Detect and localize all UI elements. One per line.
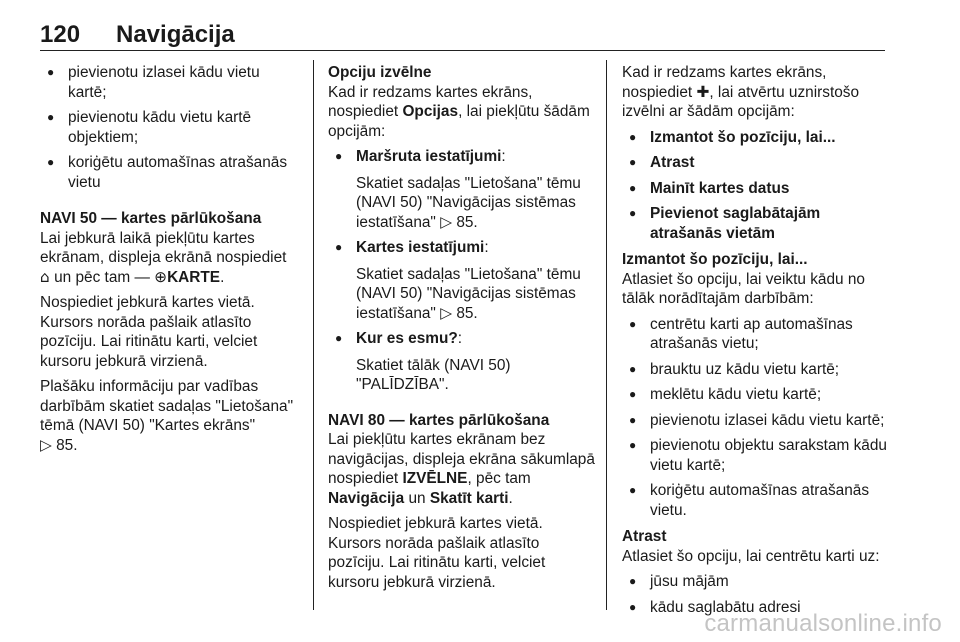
options-list <box>328 238 596 258</box>
option-description: Skatiet sadaļas "Lietošana" tēmu (NAVI 50) "Navigācijas sistēmas iestatīšana" ▷ 85. <box>356 265 581 322</box>
paragraph: Kad ir redzams kartes ekrāns, nospiediet ✚, lai atvērtu uznirstošo izvēlni ar šādām opcijām: <box>622 64 860 120</box>
home-icon: ⌂ <box>40 267 50 286</box>
list-item: ● jūsu mājām <box>622 572 892 592</box>
column-2 <box>328 63 596 598</box>
opcijas-label: Opcijas <box>402 103 459 120</box>
paragraph: Kad ir redzams kartes ekrāns, nospiediet Opcijas, lai piekļūtu šādām opcijām: <box>328 83 590 140</box>
chapter-title: Navigācija <box>116 21 235 48</box>
list-item: ● Mainīt kartes datus <box>622 179 892 199</box>
paragraph: Atlasiet šo opciju, lai centrētu karti uz: <box>622 547 880 565</box>
list-item: ● Kur es esmu?: <box>328 329 596 349</box>
paragraph: Plašāku informāciju par vadības darbībām skatiet sadaļas "Lietošana" tēmā (NAVI 50) "Kartes ekrāns" ▷ 85. <box>40 378 294 454</box>
bullet-list <box>622 315 892 521</box>
arrow-ref-icon: ▷ <box>40 435 52 454</box>
section-heading: Izmantot šo pozīciju, lai... <box>622 251 808 268</box>
section-heading: Opciju izvēlne <box>328 64 432 81</box>
option-description: Skatiet sadaļas "Lietošana" tēmu (NAVI 50) "Navigācijas sistēmas iestatīšana" ▷ 85. <box>356 174 581 231</box>
paragraph: Nospiediet jebkurā kartes vietā. Kursors norāda pašlaik atlasīto pozīciju. Lai ritinātu karti, velciet kursoru jebkurā virzienā. <box>328 515 546 591</box>
column-1 <box>40 63 300 461</box>
options-list <box>328 147 596 167</box>
section-heading: NAVI 80 — kartes pārlūkošana <box>328 411 550 429</box>
list-item: ● pievienotu izlasei kādu vietu kartē; <box>622 411 892 431</box>
plus-icon: ✚ <box>696 82 710 101</box>
list-item: ● brauktu uz kādu vietu kartē; <box>622 360 892 380</box>
page-reference: 85. <box>56 436 78 454</box>
list-item: ● koriģētu automašīnas atrašanās vietu. <box>622 481 892 520</box>
list-item: ● Izmantot šo pozīciju, lai... <box>622 128 892 148</box>
list-item: ● Pievienot saglabātajām atrašanās vietām <box>622 204 892 243</box>
option-description: Skatiet tālāk (NAVI 50) "PALĪDZĪBA". <box>356 356 511 393</box>
section-heading: Atrast <box>622 528 667 545</box>
list-item: ● Atrast <box>622 153 892 173</box>
arrow-ref-icon: ▷ <box>440 303 453 322</box>
options-list <box>622 128 892 244</box>
list-item: ● centrētu karti ap automašīnas atrašanās vietu; <box>622 315 892 354</box>
list-item: ● Maršruta iestatījumi: <box>328 147 596 167</box>
paragraph: Lai jebkurā laikā piekļūtu kartes ekrānam, displeja ekrānā nospiediet ⌂ un pēc tam — ⊕KARTE. <box>40 229 287 286</box>
page-header <box>40 10 885 51</box>
column-divider-2 <box>606 60 607 610</box>
paragraph: Nospiediet jebkurā kartes vietā. Kursors norāda pašlaik atlasīto pozīciju. Lai ritinātu karti, velciet kursoru jebkurā virzienā. <box>40 294 258 370</box>
watermark: carmanualsonline.info <box>704 610 942 637</box>
list-item: ● kādu saglabātu adresi <box>622 598 892 618</box>
bullet-list <box>40 63 300 192</box>
list-item: ● Kartes iestatījumi: <box>328 238 596 258</box>
arrow-ref-icon: ▷ <box>440 212 453 231</box>
list-item: ● pievienotu objektu sarakstam kādu vietu kartē; <box>622 436 892 475</box>
column-3 <box>622 63 892 624</box>
paragraph: Lai piekļūtu kartes ekrānam bez navigācijas, displeja ekrāna sākumlapā nospiediet IZVĒLNE, pēc tam Navigācija un Skatīt karti. <box>328 431 595 507</box>
page-number: 120 <box>40 21 81 48</box>
options-list <box>328 329 596 349</box>
list-item: ● koriģētu automašīnas atrašanās vietu <box>40 153 300 192</box>
column-divider-1 <box>313 60 314 610</box>
paragraph: Atlasiet šo opciju, lai veiktu kādu no tālāk norādītajām darbībām: <box>622 270 865 307</box>
list-item: ● pievienotu izlasei kādu vietu kartē; <box>40 63 300 102</box>
karte-label: KARTE <box>167 268 221 286</box>
section-heading: NAVI 50 — kartes pārlūkošana <box>40 210 262 227</box>
map-globe-icon: ⊕ <box>154 267 168 286</box>
list-item: ● meklētu kādu vietu kartē; <box>622 385 892 405</box>
list-item: ● pievienotu kādu vietu kartē objektiem; <box>40 108 300 147</box>
